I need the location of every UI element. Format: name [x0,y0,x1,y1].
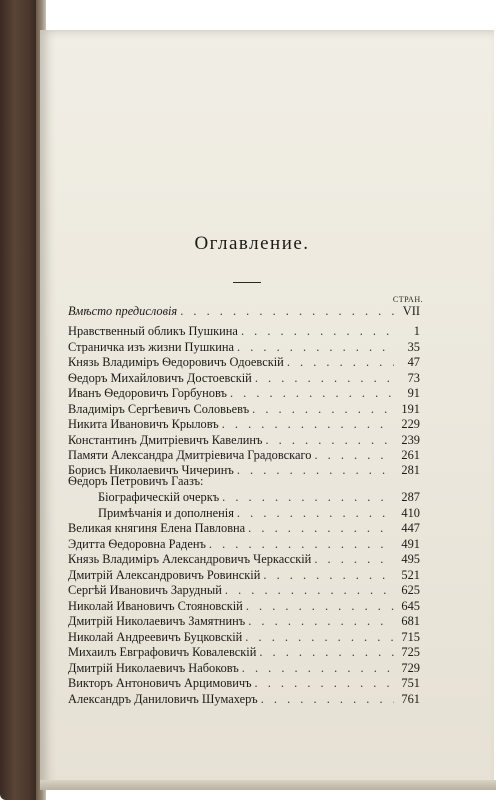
toc-entry-title: Нравственный обликъ Пушкина [68,324,238,338]
toc-entry-page: 625 [401,583,420,597]
page-stack-edge [40,780,496,790]
toc-entry [68,614,420,629]
toc-entry-page: 645 [401,599,420,613]
toc-leader-dots [239,661,394,676]
toc-leader-dots [234,506,394,521]
toc-leader-dots [252,676,394,691]
toc-entry-title: Эдитта Ѳедоровна Раденъ [68,537,206,551]
toc-entry-page: 281 [401,463,420,477]
toc-entry-page: 47 [407,355,420,369]
toc-leader-dots [219,490,394,505]
toc-entry-title: Николай Андреевичъ Буцковскій [68,630,243,644]
toc-leader-dots [234,463,394,478]
toc-entry-page: 91 [407,386,420,400]
toc-entry [68,355,420,370]
toc-subentry [98,490,420,505]
toc-leader-dots [243,599,394,614]
toc-entry-page: 239 [401,433,420,447]
toc-entry-page: 447 [401,521,420,535]
toc-entry [68,630,420,645]
toc-entry-page: 715 [401,630,420,644]
toc-leader-dots [262,433,394,448]
toc-entry [68,386,420,401]
toc-entry-title: Великая княгиня Елена Павловна [68,521,246,535]
toc-entry [68,661,420,676]
toc-entry [68,521,420,536]
toc-entry-title: Викторъ Антоновичъ Арцимовичъ [68,676,252,690]
toc-section-heading: Ѳедоръ Петровичъ Гаазъ: [68,474,204,488]
toc-entry [68,340,420,355]
toc-leader-dots [311,552,394,567]
toc-leader-dots [256,645,394,660]
toc-entry-title: Дмитрій Николаевичъ Замятнинъ [68,614,246,628]
toc-entry-page: 729 [401,661,420,675]
toc-entry-title: Памяти Александра Дмитріевича Градовскаго [68,448,312,462]
toc-entry-page: 1 [413,324,420,338]
toc-entry-page: 681 [401,614,420,628]
toc-entry-title: Владиміръ Сергѣевичъ Соловьевъ [68,402,250,416]
toc-entry-title: Біографическій очеркъ [98,490,220,504]
toc-entry-page: 761 [401,692,420,706]
toc-leader-dots [222,583,394,598]
toc-entry-title: Никита Ивановичъ Крыловъ [68,417,219,431]
toc-entry-title: Ѳедоръ Михайловичъ Достоевскій [68,371,252,385]
toc-leader-dots [234,340,394,355]
toc-leader-dots [219,417,394,432]
toc-entry-page: 191 [401,402,420,416]
toc-leader-dots [245,521,394,536]
toc-entry-page: 410 [401,506,420,520]
toc-subentry [98,506,420,521]
toc-leader-dots [311,448,394,463]
toc-entry-title: Сергѣй Ивановичъ Зарудный [68,583,222,597]
toc-entry [68,568,420,583]
toc-entry [68,692,420,707]
toc-leader-dots [245,614,394,629]
toc-leader-dots [177,304,394,319]
toc-leader-dots [260,568,394,583]
toc-leader-dots [206,537,394,552]
toc-entry-title: Дмитрій Александровичъ Ровинскій [68,568,261,582]
toc-leader-dots [227,386,394,401]
toc-entry-title: Князь Владиміръ Ѳедоровичъ Одоевскій [68,355,284,369]
toc-entry [68,324,420,339]
toc-entry-title: Константинъ Дмитріевичъ Кавелинъ [68,433,263,447]
toc-entry-title: Николай Ивановичъ Стояновскій [68,599,243,613]
toc-entry-page: 491 [401,537,420,551]
toc-entry [68,304,420,319]
toc-entry-title: Дмитрій Николаевичъ Набоковъ [68,661,239,675]
toc-entry [68,583,420,598]
toc-entry-title: Иванъ Ѳедоровичъ Горбуновъ [68,386,227,400]
page-title: Оглавление. [194,233,310,254]
toc-entry-page: 261 [401,448,420,462]
toc-entry-title: Вмѣсто предисловія [68,304,178,318]
toc-leader-dots [242,630,394,645]
toc-entry-page: 287 [401,490,420,504]
toc-entry-title: Александръ Даниловичъ Шумахеръ [68,692,258,706]
toc-entry [68,645,420,660]
toc-entry [68,433,420,448]
toc-entry [68,402,420,417]
toc-entry [68,371,420,386]
toc-entry-title: Михаилъ Евграфовичъ Ковалевскій [68,645,257,659]
toc-entry-page: 725 [401,645,420,659]
toc-leader-dots [284,355,394,370]
toc-entry [68,537,420,552]
toc-leader-dots [252,371,394,386]
toc-entry-page: 35 [407,340,420,354]
toc-entry-title: Борисъ Николаевичъ Чичеринъ [68,463,234,477]
toc-entry [68,448,420,463]
toc-entry-page: 751 [401,676,420,690]
toc-entry [68,552,420,567]
toc-leader-dots [238,324,394,339]
toc-entry-page: 521 [401,568,420,582]
toc-entry [68,417,420,432]
toc-leader-dots [249,402,394,417]
toc-leader-dots [258,692,394,707]
toc-entry [68,676,420,691]
toc-entry [68,599,420,614]
toc-entry-page: 229 [401,417,420,431]
toc-entry-title: Страничка изъ жизни Пушкина [68,340,235,354]
title-rule-divider [233,282,261,283]
toc-entry-page: 495 [401,552,420,566]
toc-entry-page: VII [402,304,420,318]
page-column-header: СТРАН. [392,295,424,304]
toc-entry-title: Примѣчанія и дополненія [98,506,234,520]
toc-entry-title: Князь Владиміръ Александровичъ Черкасскій [68,552,312,566]
toc-entry-page: 73 [407,371,420,385]
